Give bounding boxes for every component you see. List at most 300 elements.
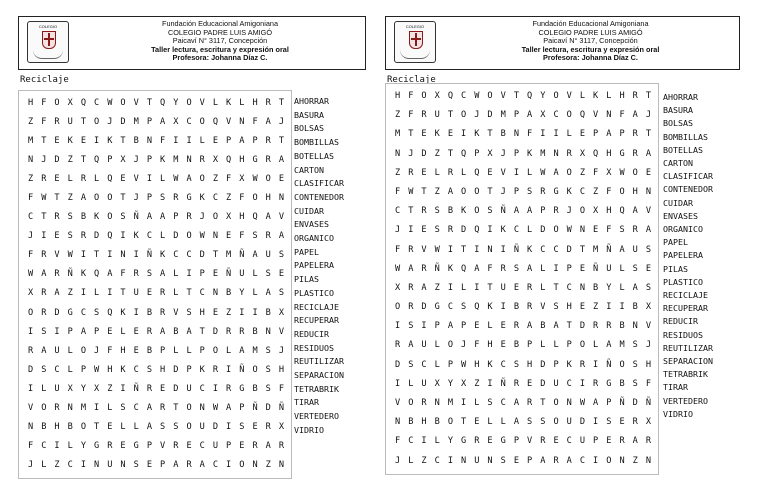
- grid-letter: K: [199, 364, 205, 375]
- grid-letter: Q: [447, 91, 453, 101]
- grid-letter: J: [408, 148, 414, 159]
- grid-letter: O: [94, 117, 100, 128]
- word-list-item: PLASTICO: [663, 276, 703, 287]
- grid-letter: A: [107, 269, 113, 280]
- grid-letter: S: [120, 402, 126, 413]
- grid-letter: N: [645, 186, 652, 197]
- grid-letter: F: [395, 436, 401, 447]
- grid-letter: R: [107, 440, 113, 451]
- grid-row: [24, 456, 288, 475]
- grid-letter: Ñ: [645, 398, 652, 408]
- grid-letter: A: [54, 288, 60, 299]
- grid-letter: H: [199, 307, 205, 318]
- word-list-item: ORGANICO: [663, 224, 703, 235]
- grid-letter: C: [500, 398, 506, 408]
- grid-letter: B: [632, 302, 638, 313]
- grid-letter: L: [133, 421, 139, 432]
- word-list-item: PILAS: [294, 274, 319, 285]
- grid-letter: A: [632, 206, 638, 217]
- grid-letter: Y: [239, 288, 245, 299]
- grid-letter: R: [265, 231, 271, 242]
- grid-letter: A: [447, 186, 453, 197]
- grid-letter: I: [212, 383, 219, 394]
- grid-letter: I: [80, 459, 86, 470]
- grid-letter: A: [513, 417, 520, 428]
- grid-letter: P: [566, 263, 572, 274]
- grid-letter: S: [487, 206, 493, 217]
- grid-letter: O: [186, 402, 192, 413]
- grid-letter: P: [252, 136, 258, 147]
- grid-letter: A: [645, 148, 652, 159]
- grid-letter: A: [527, 263, 533, 274]
- grid-letter: X: [239, 174, 245, 185]
- grid-letter: R: [421, 110, 427, 121]
- grid-letter: C: [212, 193, 219, 204]
- grid-letter: U: [186, 383, 192, 394]
- grid-letter: I: [226, 459, 232, 470]
- grid-letter: H: [632, 186, 638, 197]
- grid-letter: T: [120, 136, 126, 147]
- grid-letter: B: [265, 307, 271, 318]
- word-list-item: CUIDAR: [294, 205, 324, 216]
- word-list-item: PAPELERA: [663, 250, 703, 261]
- grid-letter: K: [527, 244, 533, 255]
- grid-letter: E: [278, 174, 285, 185]
- header-text: [446, 20, 735, 63]
- grid-letter: Q: [579, 110, 586, 121]
- grid-letter: V: [527, 436, 533, 447]
- grid-letter: R: [408, 282, 414, 293]
- grid-letter: I: [474, 244, 480, 255]
- grid-letter: S: [239, 421, 245, 432]
- grid-letter: P: [619, 129, 625, 140]
- grid-letter: A: [160, 326, 166, 337]
- grid-letter: A: [199, 459, 205, 470]
- grid-letter: V: [645, 206, 652, 217]
- grid-letter: P: [447, 359, 453, 370]
- word-list-item: REUTILIZAR: [663, 342, 713, 353]
- grid-letter: D: [566, 244, 572, 255]
- grid-letter: T: [54, 193, 60, 204]
- grid-letter: P: [513, 436, 520, 447]
- grid-letter: I: [146, 174, 153, 185]
- grid-letter: C: [173, 250, 179, 261]
- grid-letter: O: [54, 98, 60, 108]
- grid-letter: E: [487, 436, 493, 447]
- grid-letter: J: [278, 345, 285, 356]
- grid-letter: Z: [434, 282, 440, 293]
- grid-letter: I: [120, 231, 126, 242]
- grid-letter: U: [632, 244, 638, 255]
- grid-letter: W: [41, 193, 47, 204]
- grid-letter: A: [513, 398, 520, 408]
- grid-letter: R: [160, 402, 166, 413]
- header: [385, 16, 740, 70]
- grid-letter: N: [252, 459, 258, 470]
- grid-row: [24, 323, 288, 342]
- grid-letter: A: [41, 269, 47, 280]
- grid-letter: I: [28, 326, 34, 337]
- grid-letter: R: [54, 117, 60, 128]
- grid-letter: T: [447, 148, 453, 159]
- grid-letter: R: [265, 136, 271, 147]
- grid-letter: Z: [28, 174, 34, 185]
- grid-letter: U: [421, 340, 427, 351]
- grid-letter: F: [395, 186, 401, 197]
- grid-letter: C: [186, 117, 192, 128]
- grid-letter: O: [94, 193, 100, 204]
- grid-letter: D: [632, 398, 638, 408]
- grid-letter: Q: [107, 174, 113, 185]
- grid-letter: U: [474, 455, 480, 466]
- grid-letter: V: [133, 98, 139, 108]
- grid-row: [24, 399, 288, 418]
- grid-letter: C: [553, 244, 559, 255]
- grid-letter: N: [645, 455, 652, 466]
- word-list-item: CUIDAR: [663, 197, 693, 208]
- grid-letter: C: [513, 225, 520, 236]
- grid-letter: X: [645, 417, 652, 428]
- word-list-item: ENVASES: [663, 210, 698, 221]
- grid-letter: T: [120, 288, 126, 299]
- word-list-item: PAPEL: [294, 246, 319, 257]
- grid-letter: K: [593, 91, 599, 101]
- grid-letter: E: [212, 269, 219, 280]
- grid-letter: V: [500, 91, 506, 101]
- grid-letter: R: [566, 148, 572, 159]
- grid-letter: Q: [252, 212, 258, 223]
- grid-letter: T: [199, 326, 205, 337]
- grid-letter: R: [632, 417, 638, 428]
- grid-letter: A: [619, 244, 625, 255]
- word-list-item: TIRAR: [663, 382, 688, 393]
- grid-letter: S: [252, 231, 258, 242]
- grid-letter: T: [513, 91, 520, 101]
- grid-letter: E: [54, 174, 60, 185]
- grid-letter: H: [28, 98, 34, 108]
- grid-letter: L: [619, 282, 625, 293]
- grid-letter: R: [160, 288, 166, 299]
- grid-letter: O: [421, 91, 427, 101]
- grid-letter: A: [553, 321, 559, 332]
- grid-letter: T: [579, 244, 586, 255]
- grid-letter: C: [395, 206, 401, 217]
- grid-letter: I: [500, 302, 506, 313]
- grid-letter: X: [67, 383, 73, 394]
- grid-letter: G: [239, 383, 245, 394]
- grid-letter: F: [160, 136, 166, 147]
- grid-letter: W: [28, 269, 34, 280]
- grid-letter: Z: [67, 155, 73, 166]
- word-search-box: [385, 83, 659, 475]
- grid-letter: S: [265, 345, 271, 356]
- grid-letter: F: [527, 129, 533, 140]
- grid-letter: W: [173, 174, 179, 185]
- grid-letter: L: [212, 98, 219, 108]
- school-logo: [27, 21, 69, 63]
- grid-letter: O: [80, 345, 86, 356]
- grid-letter: M: [80, 402, 86, 413]
- grid-letter: Q: [619, 206, 625, 217]
- grid-letter: R: [239, 326, 245, 337]
- grid-letter: I: [461, 398, 467, 408]
- grid-letter: X: [395, 282, 401, 293]
- grid-letter: T: [41, 212, 47, 223]
- grid-letter: T: [461, 244, 467, 255]
- grid-letter: G: [434, 302, 440, 313]
- grid-letter: S: [146, 269, 153, 280]
- grid-letter: L: [120, 326, 126, 337]
- grid-letter: I: [593, 455, 599, 466]
- grid-letter: R: [513, 378, 520, 389]
- grid-letter: E: [146, 288, 153, 299]
- grid-letter: K: [107, 136, 113, 147]
- grid-letter: C: [447, 302, 453, 313]
- grid-letter: Q: [107, 231, 113, 242]
- grid-letter: R: [186, 459, 192, 470]
- grid-letter: X: [593, 206, 599, 217]
- grid-letter: T: [212, 250, 219, 261]
- word-list-item: PAPELERA: [294, 260, 334, 271]
- grid-letter: E: [593, 225, 599, 236]
- grid-letter: Q: [94, 269, 100, 280]
- grid-letter: C: [540, 244, 546, 255]
- grid-letter: R: [133, 269, 139, 280]
- grid-letter: D: [540, 378, 546, 389]
- grid-letter: S: [408, 321, 414, 332]
- grid-letter: B: [408, 417, 414, 428]
- grid-letter: P: [146, 117, 153, 128]
- header-text: [79, 20, 361, 63]
- grid-letter: N: [28, 155, 34, 166]
- grid-letter: S: [632, 340, 638, 351]
- grid-letter: N: [212, 288, 219, 299]
- word-list-item: BOTELLAS: [294, 150, 334, 161]
- grid-letter: G: [606, 378, 612, 389]
- grid-letter: F: [408, 110, 414, 121]
- word-list-item: PAPEL: [663, 237, 688, 248]
- grid-row: [391, 125, 655, 144]
- grid-letter: A: [474, 263, 480, 274]
- grid-letter: K: [160, 155, 166, 166]
- grid-letter: S: [487, 398, 493, 408]
- grid-letter: C: [500, 359, 506, 370]
- grid-letter: X: [434, 91, 440, 101]
- grid-letter: A: [265, 212, 271, 223]
- grid-letter: X: [28, 288, 34, 299]
- grid-row: [391, 298, 655, 317]
- word-list-item: TIRAR: [294, 397, 319, 408]
- grid-letter: R: [54, 269, 60, 280]
- grid-letter: C: [94, 98, 100, 108]
- grid-letter: C: [199, 288, 205, 299]
- word-list-item: CARTON: [663, 158, 693, 169]
- grid-letter: D: [173, 383, 179, 394]
- grid-letter: R: [41, 250, 47, 261]
- grid-letter: E: [579, 263, 586, 274]
- grid-row: [391, 164, 655, 183]
- logo-caption: COLEGIO: [38, 24, 58, 29]
- grid-letter: X: [278, 307, 285, 318]
- grid-letter: M: [226, 250, 232, 261]
- grid-letter: B: [252, 326, 258, 337]
- grid-letter: Q: [160, 98, 166, 108]
- grid-letter: Z: [54, 459, 60, 470]
- grid-letter: L: [67, 345, 73, 356]
- word-list-item: BOLSAS: [663, 118, 693, 129]
- word-list-item: ENVASES: [294, 219, 329, 230]
- grid-letter: P: [199, 345, 205, 356]
- grid-letter: L: [408, 455, 414, 466]
- grid-letter: C: [133, 402, 139, 413]
- grid-letter: V: [278, 212, 285, 223]
- grid-letter: O: [252, 193, 258, 204]
- letter-grid: [391, 87, 655, 471]
- grid-letter: D: [212, 421, 219, 432]
- grid-letter: C: [566, 282, 572, 293]
- grid-row: [391, 279, 655, 298]
- grid-letter: H: [619, 91, 625, 101]
- grid-row: [24, 208, 288, 227]
- grid-letter: D: [28, 364, 34, 375]
- grid-letter: B: [619, 321, 625, 332]
- grid-letter: C: [566, 378, 572, 389]
- grid-letter: W: [199, 231, 205, 242]
- grid-row: [391, 260, 655, 279]
- word-list-item: VIDRIO: [663, 408, 693, 419]
- grid-letter: A: [553, 167, 559, 178]
- grid-letter: R: [632, 225, 638, 236]
- grid-letter: S: [133, 459, 139, 470]
- grid-letter: U: [133, 288, 139, 299]
- grid-letter: R: [408, 167, 414, 178]
- word-list-item: RECICLAJE: [663, 290, 708, 301]
- grid-letter: D: [421, 148, 427, 159]
- grid-letter: S: [160, 421, 166, 432]
- word-list-item: RECICLAJE: [294, 301, 339, 312]
- grid-letter: Y: [80, 440, 86, 451]
- grid-letter: H: [265, 193, 271, 204]
- grid-letter: N: [212, 231, 219, 242]
- grid-row: [24, 113, 288, 132]
- grid-letter: V: [28, 402, 34, 413]
- grid-letter: S: [160, 193, 166, 204]
- grid-letter: B: [619, 378, 625, 389]
- grid-letter: J: [461, 340, 467, 351]
- grid-letter: O: [487, 91, 493, 101]
- grid-letter: R: [540, 436, 546, 447]
- grid-letter: I: [41, 231, 47, 242]
- grid-letter: U: [434, 110, 440, 121]
- grid-letter: Ñ: [239, 364, 245, 375]
- grid-letter: D: [54, 155, 60, 166]
- grid-letter: P: [146, 440, 153, 451]
- grid-letter: X: [120, 155, 126, 166]
- grid-letter: F: [226, 174, 232, 185]
- grid-letter: U: [579, 436, 586, 447]
- grid-letter: F: [606, 186, 612, 197]
- grid-letter: V: [54, 250, 60, 261]
- grid-letter: I: [447, 244, 453, 255]
- grid-letter: S: [527, 417, 533, 428]
- grid-letter: A: [226, 402, 232, 413]
- word-list-item: BOTELLAS: [663, 144, 703, 155]
- grid-letter: D: [173, 364, 179, 375]
- logo-arc: [33, 50, 63, 59]
- grid-letter: A: [160, 117, 166, 128]
- grid-letter: V: [566, 91, 572, 101]
- grid-row: [391, 106, 655, 125]
- grid-letter: A: [265, 288, 271, 299]
- grid-letter: Ñ: [239, 250, 245, 261]
- grid-letter: B: [593, 282, 599, 293]
- grid-row: [24, 189, 288, 208]
- grid-letter: R: [28, 345, 34, 356]
- grid-letter: G: [252, 155, 258, 166]
- grid-letter: Ñ: [500, 378, 506, 389]
- grid-letter: E: [252, 421, 258, 432]
- grid-letter: E: [527, 378, 533, 389]
- grid-letter: O: [212, 212, 219, 223]
- grid-letter: E: [54, 231, 60, 242]
- grid-letter: P: [146, 155, 153, 166]
- grid-letter: Z: [395, 110, 401, 121]
- grid-letter: Q: [474, 167, 480, 178]
- grid-letter: A: [160, 269, 166, 280]
- grid-letter: F: [252, 117, 258, 128]
- grid-letter: O: [461, 110, 467, 121]
- grid-letter: O: [265, 174, 271, 185]
- grid-letter: V: [226, 117, 232, 128]
- grid-letter: L: [434, 359, 440, 370]
- grid-letter: I: [408, 225, 414, 236]
- grid-letter: K: [199, 193, 205, 204]
- grid-letter: K: [566, 186, 572, 197]
- header-line-2: COLEGIO PADRE LUIS AMIGÓ: [167, 27, 273, 37]
- grid-letter: Z: [434, 148, 440, 159]
- grid-letter: C: [67, 459, 73, 470]
- grid-letter: I: [619, 302, 625, 313]
- grid-letter: I: [186, 269, 192, 280]
- grid-letter: E: [186, 440, 192, 451]
- grid-letter: P: [146, 193, 153, 204]
- grid-letter: S: [606, 417, 612, 428]
- grid-letter: O: [107, 193, 113, 204]
- grid-letter: G: [186, 193, 192, 204]
- logo-caption: COLEGIO: [405, 24, 425, 29]
- grid-letter: O: [447, 417, 453, 428]
- grid-letter: F: [239, 193, 245, 204]
- grid-letter: M: [593, 244, 599, 255]
- grid-letter: Ñ: [434, 263, 440, 274]
- grid-letter: F: [278, 383, 285, 394]
- grid-letter: Q: [212, 117, 219, 128]
- grid-letter: Q: [226, 155, 232, 166]
- grid-letter: L: [434, 167, 440, 178]
- grid-letter: P: [199, 269, 205, 280]
- grid-letter: G: [500, 436, 506, 447]
- grid-letter: O: [395, 302, 401, 313]
- grid-letter: A: [527, 110, 533, 121]
- grid-letter: C: [186, 250, 192, 261]
- grid-letter: Ñ: [252, 402, 258, 413]
- grid-letter: P: [94, 326, 100, 337]
- grid-letter: A: [566, 455, 572, 466]
- grid-letter: S: [67, 231, 73, 242]
- grid-letter: A: [146, 402, 153, 413]
- grid-row: [24, 151, 288, 170]
- grid-letter: H: [566, 302, 572, 313]
